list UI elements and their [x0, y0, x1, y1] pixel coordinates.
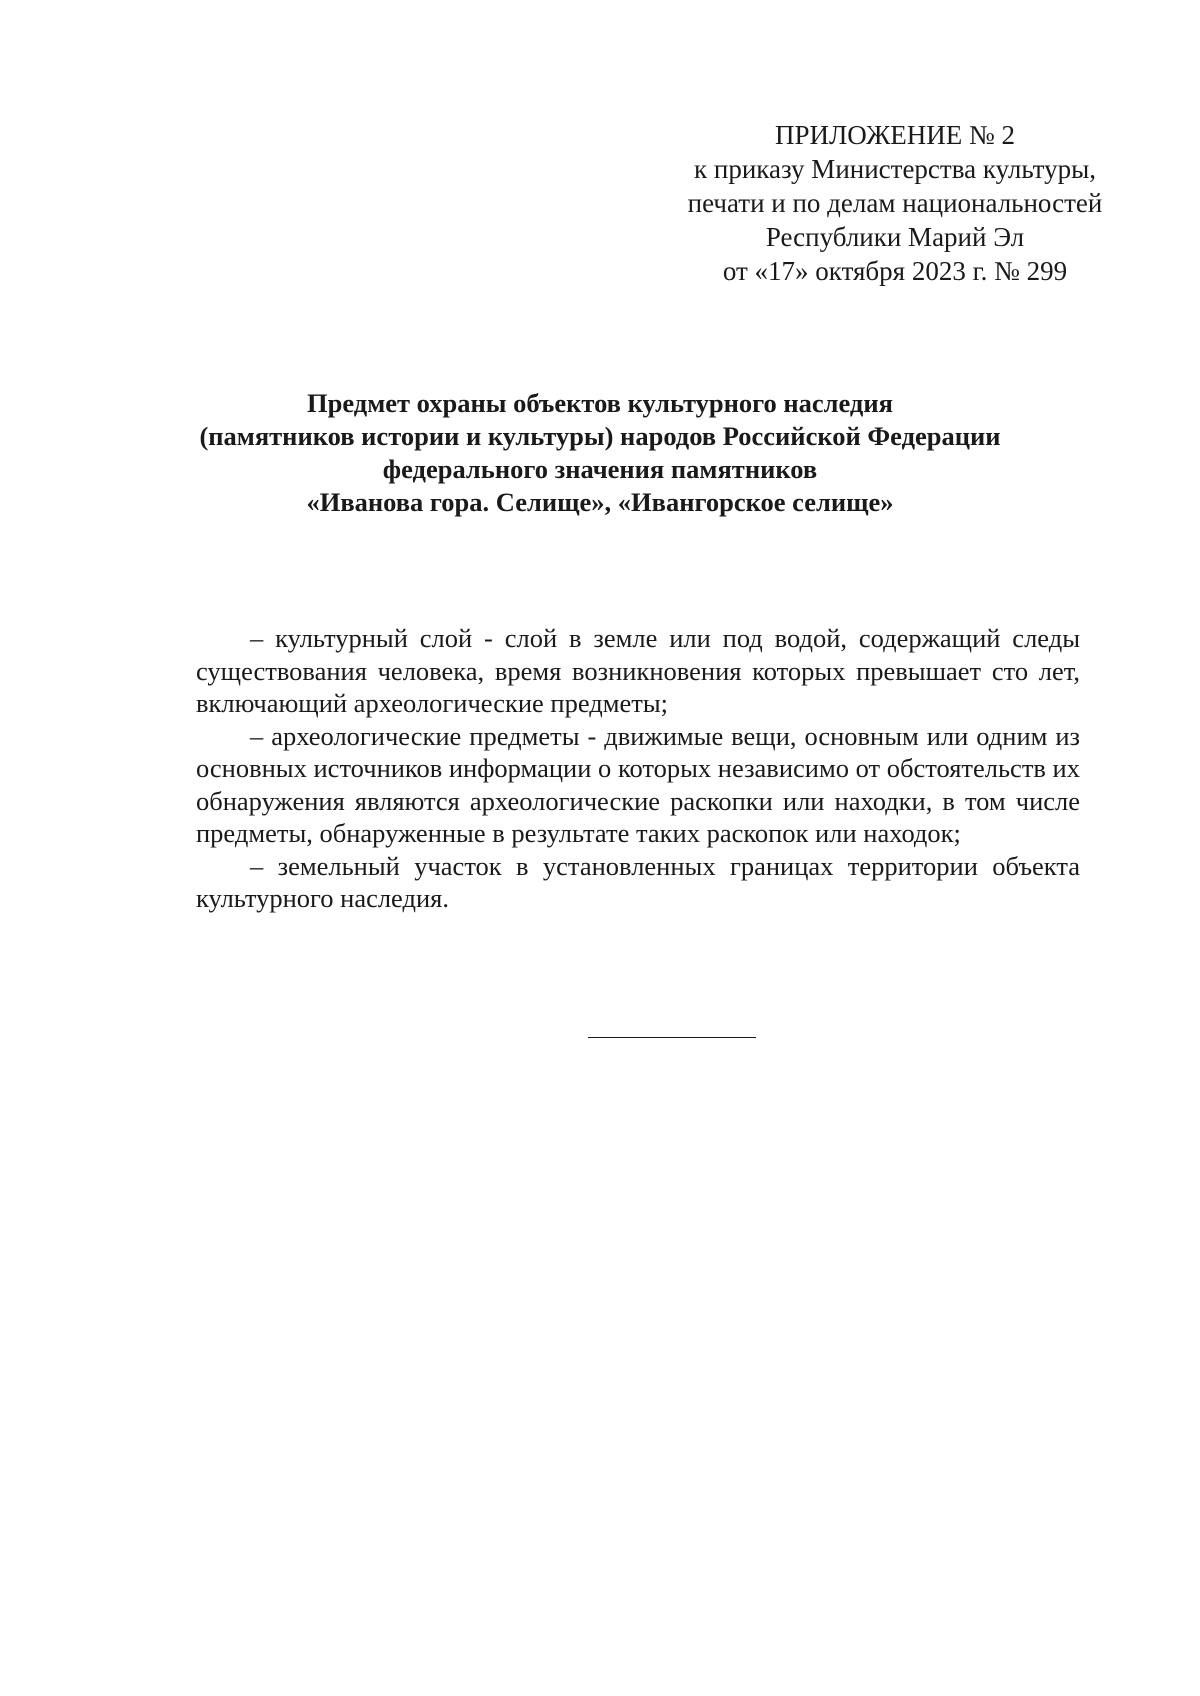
appendix-number: ПРИЛОЖЕНИЕ № 2	[774, 120, 1016, 150]
protection-subject-list	[196, 622, 1080, 915]
list-item-land-plot: – земельный участок в установленных границах территории объекта культурного наследия.	[196, 850, 1080, 913]
appendix-header	[660, 118, 1130, 288]
order-reference-line: к приказу Министерства культуры,	[694, 154, 1096, 184]
list-item-archaeological-objects: – археологические предметы - движимые вещи, основным или одним из основных источников информации о которых независимо от обстоятельств их обнаружения являются археологические раскопки или находки, в том числе предметы, обнаруженные в результате таких раскопок или находок;	[196, 720, 1080, 848]
title-line: «Иванова гора. Селище», «Ивангорское селище»	[306, 487, 894, 517]
title-line: (памятников истории и культуры) народов Российской Федерации	[199, 421, 1001, 451]
title-line: Предмет охраны объектов культурного наследия	[307, 388, 893, 418]
order-date-number: от «17» октября 2023 г. № 299	[722, 256, 1068, 286]
title-line: федерального значения памятников	[382, 454, 818, 484]
ministry-name-line: печати и по делам национальностей	[687, 188, 1103, 218]
republic-name-line: Республики Марий Эл	[765, 222, 1025, 252]
list-item-cultural-layer: – культурный слой - слой в земле или под водой, содержащий следы существования человека, время возникновения которых превышает сто лет, включающий археологические предметы;	[196, 623, 1080, 718]
end-of-document-rule	[588, 1037, 756, 1038]
document-title	[150, 387, 1050, 519]
